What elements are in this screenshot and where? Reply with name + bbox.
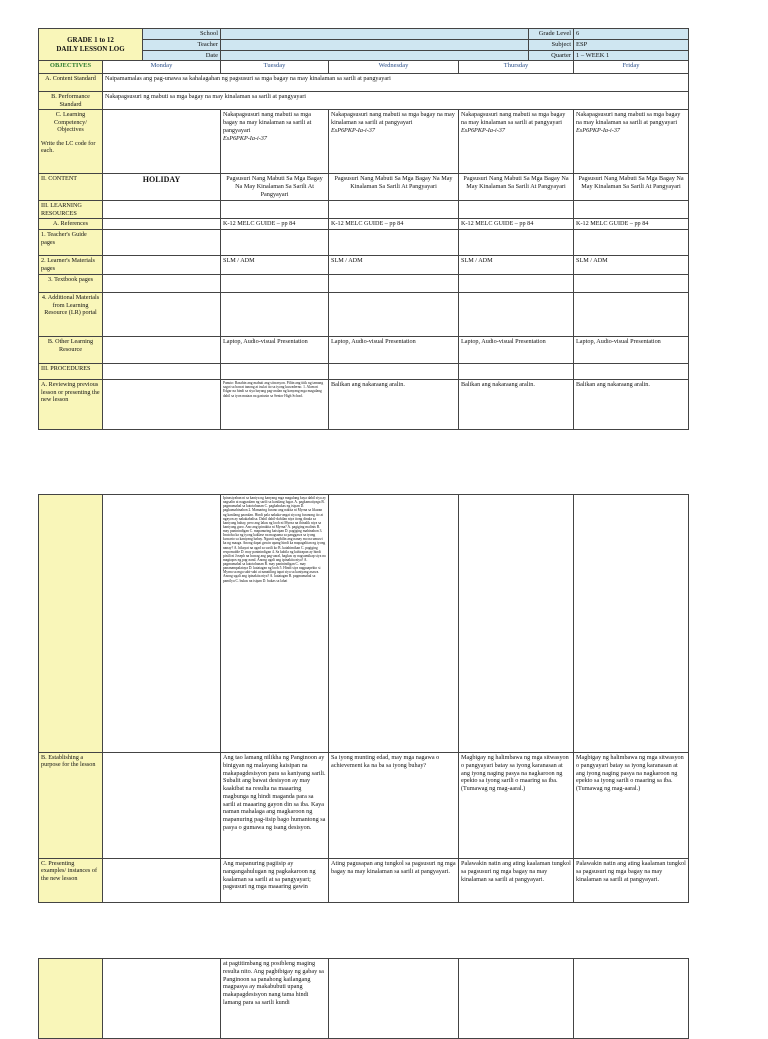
presenting-label: C. Presenting examples/ instances of the new lesson bbox=[39, 859, 103, 903]
learners-friday: SLM / ADM bbox=[574, 256, 689, 275]
establishing-friday: Magbigay ng halimbawa ng mga sitwasyon o pangyayari batay sa iyong karanasan at ang iyong naging pasya na nagkaroon ng epekto sa iyong sarili o maaring sa iba. (Tumawag ng mag-aaral.) bbox=[574, 753, 689, 859]
subject-label: Subject bbox=[529, 39, 574, 50]
competency-monday bbox=[103, 110, 221, 174]
day-monday: Monday bbox=[103, 61, 221, 74]
references-wednesday: K-12 MELC GUIDE – pp 84 bbox=[329, 219, 459, 230]
content-thursday: Pagsusuri Nang Mabuti Sa Mga Bagay Na May Kinalaman Sa Sarili At Pangyayari bbox=[459, 174, 574, 201]
presenting-wednesday: Ating pagusapan ang tungkol sa pagsusuri ng mga bagay na may kinalaman sa sarili at pangyayari. bbox=[329, 859, 459, 903]
procedures-label: III. PROCEDURES bbox=[39, 364, 103, 380]
establishing-tuesday: Ang tao lamang nilikha ng Panginoon ay binigyan ng malayang kaisipan na makapagdesisyon para sa kaniyang sarili. Subalit ang bawat desisyon ay may kaakibat na resulta na maaaring magbunga ng hindi maganda para sa sarili at maaaring gayon din sa iba. Kaya naman mahalaga ang magkaroon ng mapanuring pag-iisip bago humantong sa pasya o gumawa ng isang desisyon. bbox=[221, 753, 329, 859]
learners-wednesday: SLM / ADM bbox=[329, 256, 459, 275]
references-friday: K-12 MELC GUIDE – pp 84 bbox=[574, 219, 689, 230]
reviewing-continued-label bbox=[39, 495, 103, 753]
content-standard-label: A. Content Standard bbox=[39, 74, 103, 92]
presenting-tuesday: Ang mapanuring pagiisip ay nangangahulugan ng pagkakaroon ng kaalaman sa sarili at sa pangyayari; pagsusuri ng mga maaaring gawin bbox=[221, 859, 329, 903]
day-tuesday: Tuesday bbox=[221, 61, 329, 74]
learners-thursday: SLM / ADM bbox=[459, 256, 574, 275]
performance-standard-label: B. Performance Standard bbox=[39, 92, 103, 110]
presenting-continued-label bbox=[39, 959, 103, 1039]
performance-standard-text: Nakapagsusuri ng mabuti sa mga bagay na may kinalaman sa sarili at pangyayari bbox=[103, 92, 689, 110]
objectives-heading: OBJECTIVES bbox=[39, 61, 103, 74]
references-tuesday: K-12 MELC GUIDE – pp 84 bbox=[221, 219, 329, 230]
other-thursday: Laptop, Audio-visual Presentation bbox=[459, 337, 574, 364]
subject-value: ESP bbox=[574, 39, 689, 50]
other-friday: Laptop, Audio-visual Presentation bbox=[574, 337, 689, 364]
presenting-thursday: Palawakin natin ang ating kaalaman tungkol sa pagsusuri ng mga bagay na may kinalaman sa sarili at pangyayari. bbox=[459, 859, 574, 903]
content-friday: Pagsusuri Nang Mabuti Sa Mga Bagay Na May Kinalaman Sa Sarili At Pangyayari bbox=[574, 174, 689, 201]
presenting-tuesday-continued: at pagtitimbang ng posibleng maging resulta nito. Ang pagbibigay ng gabay sa Panginoon sa panahong kailangang magpasya ay makabubuti upang makapagdesisyon nang tama hindi lamang para sa sarili kundi bbox=[221, 959, 329, 1039]
teacher-label: Teacher bbox=[143, 39, 221, 50]
grade-level-value: 6 bbox=[574, 29, 689, 40]
school-label: School bbox=[143, 29, 221, 40]
establishing-wednesday: Sa iyong munting edad, may mga nagawa o achievement ka na ba sa iyong buhay? bbox=[329, 753, 459, 859]
reviewing-thursday: Balikan ang nakaraang aralin. bbox=[459, 380, 574, 430]
reviewing-friday: Balikan ang nakaraang aralin. bbox=[574, 380, 689, 430]
teachers-guide-label: 1. Teacher's Guide pages bbox=[39, 230, 103, 256]
references-thursday: K-12 MELC GUIDE – pp 84 bbox=[459, 219, 574, 230]
lesson-log-table-page3 bbox=[38, 958, 689, 1039]
date-value bbox=[221, 50, 529, 61]
reviewing-label: A. Reviewing previous lesson or presenting the new lesson bbox=[39, 380, 103, 430]
holiday-monday: HOLIDAY bbox=[103, 174, 221, 201]
learning-resources-label: III. LEARNING RESOURCES bbox=[39, 201, 103, 219]
grade-level-label: Grade Level bbox=[529, 29, 574, 40]
content-standard-text: Naipamamalas ang pag-unawa sa kahalagahan ng pagsusuri sa mga bagay na may kinalaman sa sarili at pangyayari bbox=[103, 74, 689, 92]
establishing-label: B. Establishing a purpose for the lesson bbox=[39, 753, 103, 859]
competency-thursday: Nakapagsusuri nang mabuti sa mga bagay na may kinalaman sa sarili at pangyayari EsP6PKP-Ia-i-37 bbox=[459, 110, 574, 174]
other-tuesday: Laptop, Audio-visual Presentation bbox=[221, 337, 329, 364]
reviewing-wednesday: Balikan ang nakaraang aralin. bbox=[329, 380, 459, 430]
competency-wednesday: Nakapagsusuri nang mabuti sa mga bagay na may kinalaman sa sarili at pangyayari EsP6PKP-Ia-i-37 bbox=[329, 110, 459, 174]
content-wednesday: Pagsusuri Nang Mabuti Sa Mga Bagay Na May Kinalaman Sa Sarili At Pangyayari bbox=[329, 174, 459, 201]
competency-label: C. Learning Competency/ Objectives Write the LC code for each. bbox=[39, 110, 103, 174]
textbook-label: 3. Textbook pages bbox=[39, 275, 103, 293]
learners-materials-label: 2. Learner's Materials pages bbox=[39, 256, 103, 275]
other-resources-label: B. Other Learning Resource bbox=[39, 337, 103, 364]
other-wednesday: Laptop, Audio-visual Presentation bbox=[329, 337, 459, 364]
reviewing-tuesday-continued: Ipinasiyahan ni sa kaniya ng kanyang mga magulang kaya dahil siya ay nagsalin at nagpaalam ng sarili sa kanilang lugar. A. pagkamatiyaga B. pagmamahal sa katotohanan C. pagkabukas ng isipan D. pagkamahinahon 2. Mamaring furano ang nakita ni Myrna sa likuran ng kanilang paaralan. Hindi pala nakaka-angat siya ng furanong ito at ngayon ay nakakabalisa. Dahil dahil-dahilan niya itong dinala sa kaniyang bahay, pero ang lakas ng loob ni Myrna na ibinalik niya sa kaniyang guro. Ano ang ipinakita ni Myrna? A. pagiging malinis B. may paninindigan C. mapanuring kaisipan D. pagiging mahinahon 3. Inutolsa ka ng iyong kaklase na magsama sa panggawa sa iyong kuwarto sa kaniyang bahay. Ngunit nagbilin ang nanay mo na umuwi ka ng maaga. Anong dapat gawin upang hindi ka mapagalitan ng iyong nanay? A. hikayat na agad sa sarili ko B. katahimikan C. pagiging responsable D. may paninindigan 4. Sa kabila ng kahirapan ay hindi pinili ni Joseph na huwag ang pag-aaral, bagkus ay nagsumikap siya na magtapos ng pag-aaral. Anong ugali ang ipinakita niya? A. pagmamahal sa katotohanan B. may paninindigan C. may pananampalataya D. katatagan ng loob 5. Hindi siya nagpaapekto si Myrna sa mga sabi-sabi at nanatiling tapat siya sa kaniyang asawa. Anong ugali ang ipinakita niya? A. katatagan B. pagmamahal sa pamilya C. bukas na isipan D. bukas sa lahat bbox=[221, 495, 329, 753]
day-wednesday: Wednesday bbox=[329, 61, 459, 74]
log-title: GRADE 1 to 12 DAILY LESSON LOG bbox=[39, 29, 143, 61]
establishing-thursday: Magbigay ng halimbawa ng mga sitwasyon o pangyayari batay sa iyong karanasan at ang iyong naging pasya na nagkaroon ng epekto sa iyong sarili o maaring sa iba. (Tumawag ng mag-aaral.) bbox=[459, 753, 574, 859]
date-label: Date bbox=[143, 50, 221, 61]
day-thursday: Thursday bbox=[459, 61, 574, 74]
content-tuesday: Pagsusuri Nang Mabuti Sa Mga Bagay Na May Kinalaman Sa Sarili At Pangyayari bbox=[221, 174, 329, 201]
teacher-value bbox=[221, 39, 529, 50]
day-friday: Friday bbox=[574, 61, 689, 74]
lesson-log-table-page2 bbox=[38, 494, 689, 903]
references-label: A. References bbox=[39, 219, 103, 230]
lesson-log-table-page1 bbox=[38, 28, 689, 430]
quarter-value: 1 – WEEK 1 bbox=[574, 50, 689, 61]
additional-materials-label: 4. Additional Materials from Learning Resource (LR) portal bbox=[39, 293, 103, 337]
school-value bbox=[221, 29, 529, 40]
reviewing-tuesday: Panuto: Basahin ang mabuti ang sitwasyon. Piliin ang titik ng tamang sagot sa bawat tanong at isulat ito sa iyong kuwaderno. 1. Alam ni Edgar na hindi sa siya bayang pag-aralan ng kanyang mga magulang dahil sa iyon mataas na gastusin sa Senior High School. bbox=[221, 380, 329, 430]
learners-tuesday: SLM / ADM bbox=[221, 256, 329, 275]
competency-tuesday: Nakapagsusuri nang mabuti sa mga bagay na may kinalaman sa sarili at pangyayari EsP6PKP-Ia-i-37 bbox=[221, 110, 329, 174]
quarter-label: Quarter bbox=[529, 50, 574, 61]
presenting-friday: Palawakin natin ang ating kaalaman tungkol sa pagsusuri ng mga bagay na may kinalaman sa sarili at pangyayari. bbox=[574, 859, 689, 903]
content-label: II. CONTENT bbox=[39, 174, 103, 201]
competency-friday: Nakapagsusuri nang mabuti sa mga bagay na may kinalaman sa sarili at pangyayari EsP6PKP-Ia-i-37 bbox=[574, 110, 689, 174]
